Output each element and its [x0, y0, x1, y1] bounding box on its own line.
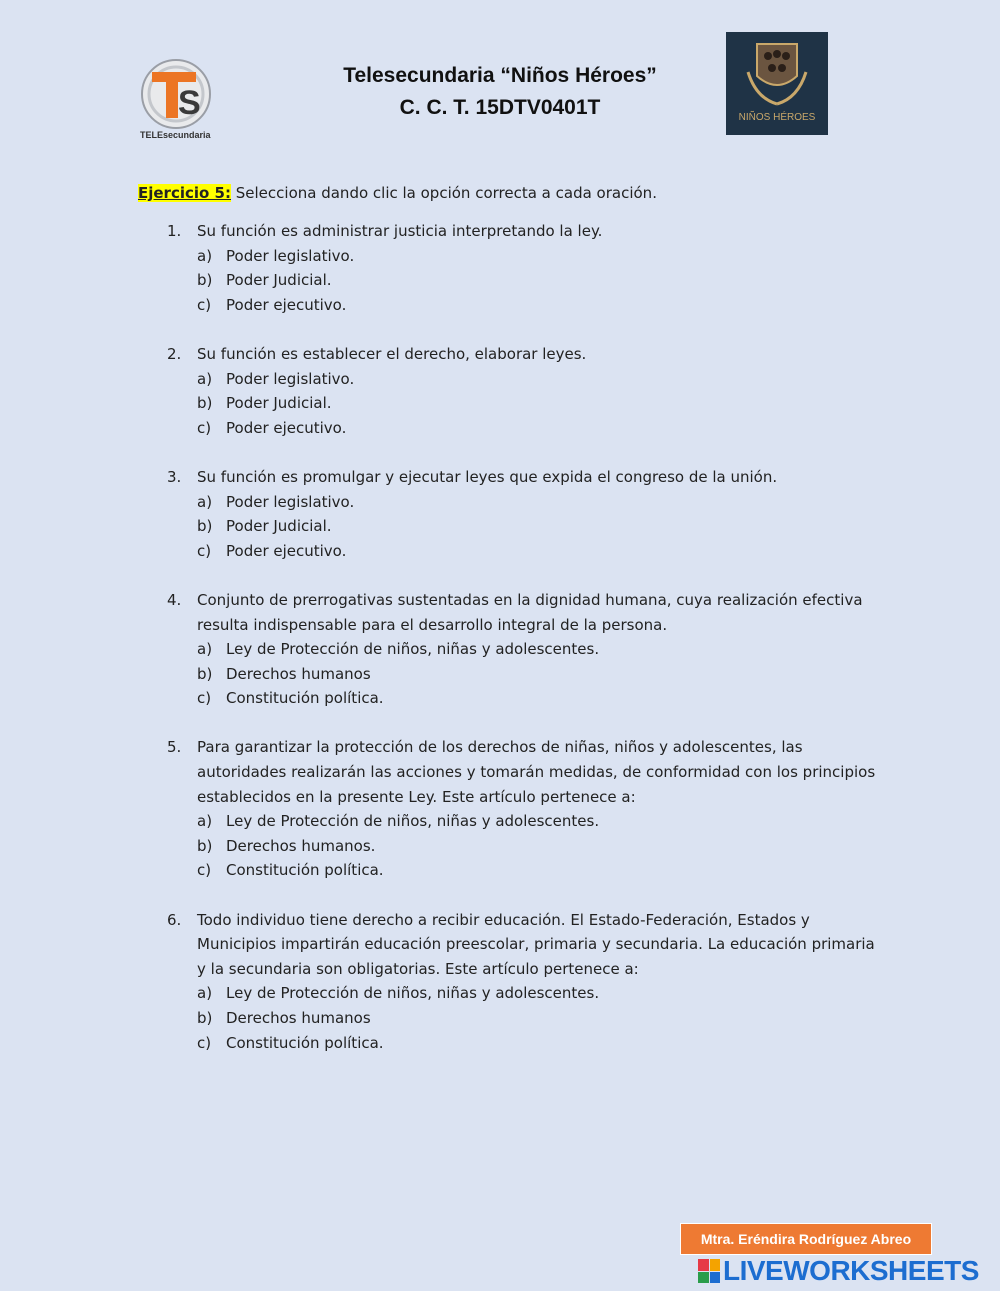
- option-c[interactable]: [197, 686, 887, 711]
- question-4: [167, 588, 887, 711]
- option-text[interactable]: Poder legislativo.: [226, 492, 355, 511]
- option-a[interactable]: [197, 244, 887, 269]
- option-letter: c): [197, 861, 212, 880]
- option-letter: b): [197, 836, 213, 855]
- shield-crest-icon: [726, 32, 828, 112]
- option-list: [197, 981, 887, 1055]
- question-5: [167, 735, 887, 883]
- option-b[interactable]: [197, 662, 887, 687]
- option-list: [197, 809, 887, 883]
- ninos-heroes-logo-caption: NIÑOS HÉROES: [738, 112, 816, 123]
- option-text[interactable]: Ley de Protección de niños, niñas y adolescentes.: [226, 984, 600, 1003]
- option-c[interactable]: [197, 416, 887, 441]
- option-letter: b): [197, 1009, 213, 1027]
- question-number: 5.: [167, 738, 182, 757]
- option-text[interactable]: Ley de Protección de niños, niñas y adolescentes.: [226, 812, 600, 831]
- option-a[interactable]: [197, 490, 887, 515]
- page-title: [250, 60, 750, 124]
- option-c[interactable]: [197, 293, 887, 318]
- exercise-instruction-text: Selecciona dando clic la opción correcta a cada oración.: [231, 184, 657, 202]
- telesecundaria-logo-icon: [138, 58, 218, 132]
- question-text: Su función es promulgar y ejecutar leyes que expida el congreso de la unión.: [197, 467, 778, 486]
- option-b[interactable]: [197, 268, 887, 293]
- option-letter: c): [197, 418, 212, 437]
- option-letter: c): [197, 689, 212, 708]
- option-letter: a): [197, 369, 213, 388]
- question-text: Para garantizar la protección de los derechos de niñas, niños y adolescentes, las autoridades realizarán las acciones y tomarán medidas, de conformidad con los principios establecidos en la presente Ley. Este artículo pertenece a:: [197, 738, 876, 806]
- ninos-heroes-logo: [726, 32, 828, 135]
- option-text[interactable]: Poder ejecutivo.: [226, 295, 347, 314]
- option-text[interactable]: Derechos humanos: [226, 1009, 371, 1027]
- option-text[interactable]: Poder ejecutivo.: [226, 541, 347, 560]
- telesecundaria-logo-caption: TELEsecundaria: [140, 130, 211, 140]
- option-b[interactable]: [197, 391, 887, 416]
- question-number: 3.: [167, 467, 182, 486]
- author-badge: Mtra. Eréndira Rodríguez Abreo: [680, 1223, 932, 1255]
- option-text[interactable]: Constitución política.: [226, 1033, 384, 1052]
- option-letter: b): [197, 394, 213, 413]
- question-number: 6.: [167, 910, 182, 929]
- question-number: 4.: [167, 590, 182, 609]
- option-c[interactable]: [197, 1031, 887, 1056]
- question-text: Conjunto de prerrogativas sustentadas en la dignidad humana, cuya realización efectiva resulta indispensable para el desarrollo integral de la persona.: [197, 590, 863, 634]
- option-text[interactable]: Poder ejecutivo.: [226, 418, 347, 437]
- option-text[interactable]: Derechos humanos.: [226, 836, 376, 855]
- option-letter: b): [197, 517, 213, 536]
- question-text: Su función es establecer el derecho, elaborar leyes.: [197, 344, 587, 363]
- option-letter: b): [197, 664, 213, 683]
- option-text[interactable]: Poder Judicial.: [226, 517, 332, 536]
- option-letter: a): [197, 640, 213, 659]
- liveworksheets-logo-icon: [698, 1259, 720, 1283]
- option-b[interactable]: [197, 834, 887, 859]
- question-text: Todo individuo tiene derecho a recibir educación. El Estado-Federación, Estados y Municipios impartirán educación preescolar, primaria y secundaria. La educación primaria y la secundaria son obligatorias. Este artículo pertenece a:: [197, 910, 875, 978]
- question-number: 1.: [167, 222, 182, 240]
- option-text[interactable]: Constitución política.: [226, 689, 384, 708]
- option-c[interactable]: [197, 858, 887, 883]
- liveworksheets-brand[interactable]: [698, 1256, 979, 1286]
- option-text[interactable]: Poder Judicial.: [226, 394, 332, 413]
- option-a[interactable]: [197, 981, 887, 1006]
- option-letter: c): [197, 541, 212, 560]
- liveworksheets-brand-text: LIVEWORKSHEETS: [723, 1255, 979, 1286]
- svg-text:S: S: [178, 84, 201, 122]
- option-letter: a): [197, 246, 213, 265]
- option-text[interactable]: Ley de Protección de niños, niñas y adolescentes.: [226, 640, 600, 659]
- option-b[interactable]: [197, 1006, 887, 1031]
- option-list: [197, 367, 887, 441]
- question-list: [167, 219, 887, 1080]
- option-list: [197, 490, 887, 564]
- option-letter: a): [197, 492, 213, 511]
- option-text[interactable]: Poder Judicial.: [226, 271, 332, 290]
- question-number: 2.: [167, 344, 182, 363]
- telesecundaria-logo: [138, 58, 218, 142]
- option-a[interactable]: [197, 367, 887, 392]
- option-list: [197, 637, 887, 711]
- school-name: Telesecundaria “Niños Héroes”: [343, 64, 657, 87]
- option-letter: a): [197, 812, 213, 831]
- exercise-label: Ejercicio 5:: [138, 184, 231, 202]
- option-letter: b): [197, 271, 213, 290]
- question-1: [167, 219, 887, 317]
- option-text[interactable]: Poder legislativo.: [226, 369, 355, 388]
- exercise-instructions: [138, 182, 657, 204]
- option-list: [197, 244, 887, 318]
- question-text: Su función es administrar justicia interpretando la ley.: [197, 222, 603, 240]
- question-2: [167, 342, 887, 440]
- question-6: [167, 908, 887, 1056]
- option-a[interactable]: [197, 637, 887, 662]
- school-cct: C. C. T. 15DTV0401T: [399, 96, 601, 119]
- option-letter: a): [197, 984, 213, 1003]
- option-text[interactable]: Derechos humanos: [226, 664, 371, 683]
- option-b[interactable]: [197, 514, 887, 539]
- option-a[interactable]: [197, 809, 887, 834]
- option-letter: c): [197, 1033, 212, 1052]
- option-letter: c): [197, 295, 212, 314]
- question-3: [167, 465, 887, 563]
- option-text[interactable]: Poder legislativo.: [226, 246, 355, 265]
- option-text[interactable]: Constitución política.: [226, 861, 384, 880]
- option-c[interactable]: [197, 539, 887, 564]
